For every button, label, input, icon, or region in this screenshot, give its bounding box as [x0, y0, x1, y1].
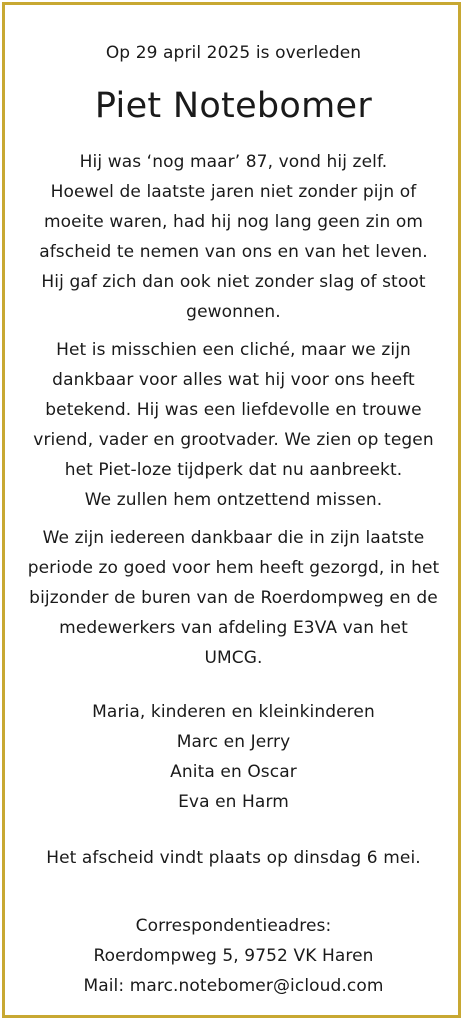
paragraph-line: Hij was ‘nog maar’ 87, vond hij zelf. — [79, 152, 388, 172]
deceased-name: Piet Notebomer — [94, 86, 373, 126]
paragraph-line: We zijn iedereen dankbaar die in zijn laatste — [42, 528, 425, 548]
family-line: Marc en Jerry — [176, 732, 291, 752]
paragraph-line: gewonnen. — [186, 302, 281, 322]
family-line: Eva en Harm — [178, 792, 289, 812]
correspondence-heading: Correspondentieadres: — [135, 916, 332, 936]
announcement-intro: Op 29 april 2025 is overleden — [105, 43, 362, 63]
paragraph-line: medewerkers van afdeling E3VA van het — [59, 618, 408, 638]
paragraph-line: We zullen hem ontzettend missen. — [84, 490, 383, 510]
correspondence-address: Roerdompweg 5, 9752 VK Haren — [93, 946, 374, 966]
paragraph-line: bijzonder de buren van de Roerdompweg en de — [29, 588, 438, 608]
paragraph-line: Hij gaf zich dan ook niet zonder slag of stoot — [41, 272, 426, 292]
funeral-info: Het afscheid vindt plaats op dinsdag 6 mei. — [46, 848, 421, 868]
paragraph-line: UMCG. — [204, 648, 263, 668]
paragraph-line: periode zo goed voor hem heeft gezorgd, in het — [27, 558, 440, 578]
paragraph-line: moeite waren, had hij nog lang geen zin om — [43, 212, 423, 232]
paragraph-line: afscheid te nemen van ons en van het leven. — [39, 242, 428, 262]
paragraph-line: vriend, vader en grootvader. We zien op tegen — [33, 430, 434, 450]
paragraph-line: betekend. Hij was een liefdevolle en trouwe — [45, 400, 422, 420]
family-line: Maria, kinderen en kleinkinderen — [92, 702, 375, 722]
correspondence-mail[interactable]: Mail: marc.notebomer@icloud.com — [83, 976, 384, 996]
paragraph-line: dankbaar voor alles wat hij voor ons heeft — [52, 370, 415, 390]
family-line: Anita en Oscar — [170, 762, 297, 782]
paragraph-line: Het is misschien een cliché, maar we zijn — [56, 340, 411, 360]
paragraph-line: Hoewel de laatste jaren niet zonder pijn of — [50, 182, 417, 202]
paragraph-line: het Piet-loze tijdperk dat nu aanbreekt. — [64, 460, 403, 480]
